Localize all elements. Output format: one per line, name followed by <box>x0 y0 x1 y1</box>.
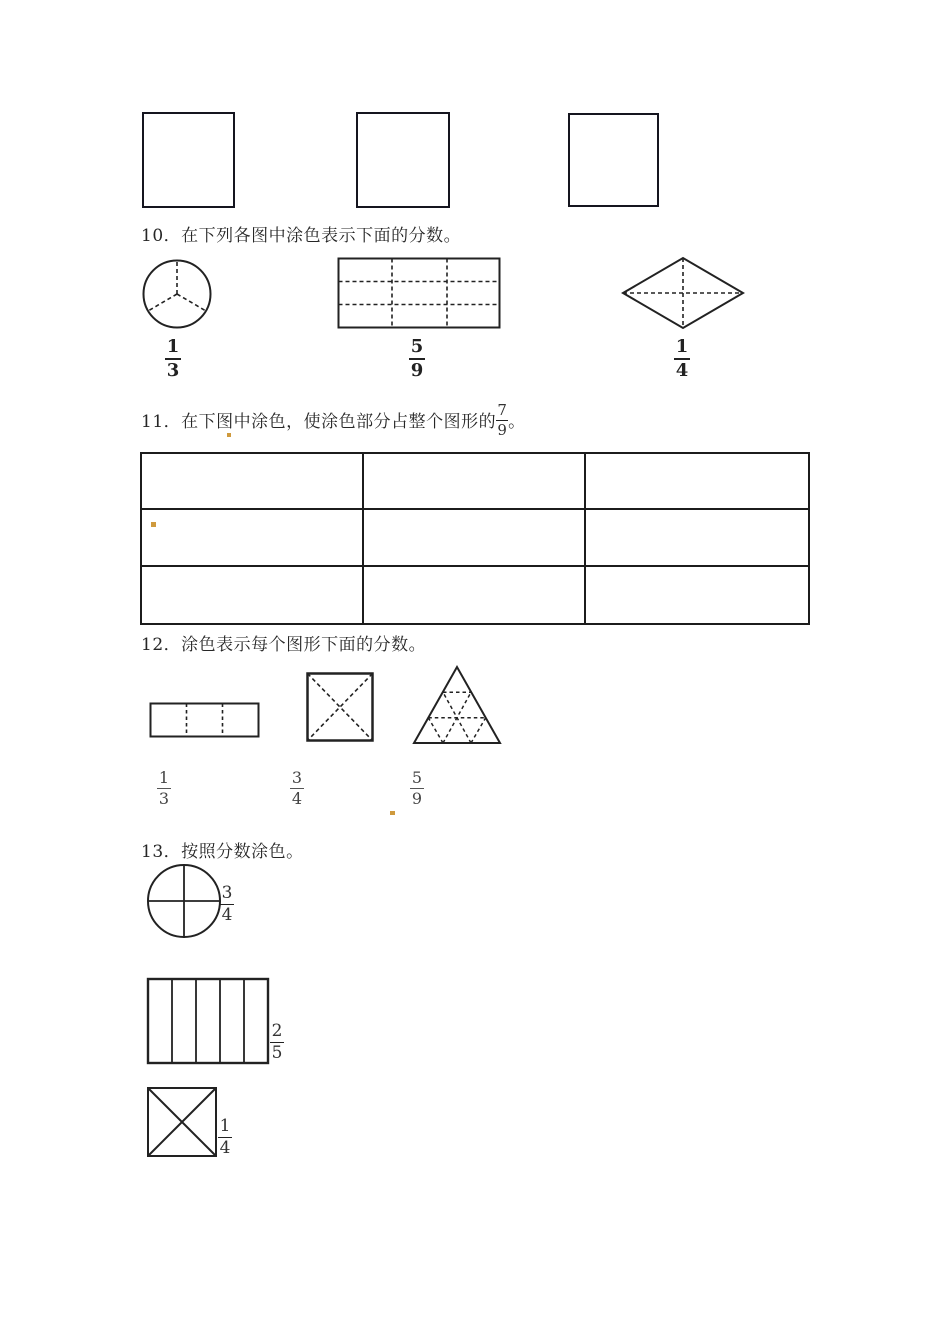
q13-rectangle-fifths-figure <box>146 977 270 1065</box>
fraction-numerator: 3 <box>291 768 303 787</box>
q13-text: 13．按照分数涂色。 <box>141 842 304 862</box>
fraction-denominator: 4 <box>675 360 689 381</box>
fraction-numerator: 1 <box>158 768 170 787</box>
q12-fraction-3-4 <box>290 768 304 809</box>
q10-fraction-5-9 <box>409 336 425 382</box>
q13-circle-quarters-figure <box>145 862 223 940</box>
q11-text-row <box>141 387 526 440</box>
fraction-numerator: 5 <box>410 336 424 357</box>
fraction-denominator: 4 <box>219 1138 231 1158</box>
answer-box-2 <box>356 112 450 208</box>
fraction-numerator: 1 <box>166 336 180 357</box>
q11-table-cell <box>364 510 586 566</box>
answer-box-3 <box>568 113 659 207</box>
q11-fraction-7-9 <box>496 401 508 440</box>
q11-table-cell <box>142 510 364 566</box>
q11-table-cell <box>364 567 586 623</box>
scan-speck <box>227 433 231 437</box>
q10-circle-thirds-figure <box>141 258 213 330</box>
q12-fraction-5-9 <box>410 768 424 809</box>
q10-rectangle-ninths-figure <box>337 257 501 329</box>
answer-box-1 <box>142 112 235 208</box>
fraction-denominator: 5 <box>271 1043 283 1063</box>
fraction-denominator: 3 <box>158 789 170 808</box>
fraction-denominator: 9 <box>411 789 423 808</box>
q12-text: 12．涂色表示每个图形下面的分数。 <box>141 635 427 655</box>
q11-table-cell <box>586 454 808 510</box>
fraction-denominator: 3 <box>166 360 180 381</box>
q11-table-cell <box>364 454 586 510</box>
fraction-denominator: 4 <box>221 905 233 925</box>
fraction-numerator: 1 <box>675 336 689 357</box>
q12-rectangle-thirds-figure <box>149 701 261 739</box>
fraction-numerator: 5 <box>411 768 423 787</box>
q13-fraction-1-4 <box>218 1116 232 1159</box>
q12-fraction-1-3 <box>157 768 171 809</box>
fraction-numerator: 2 <box>271 1021 283 1041</box>
fraction-denominator: 9 <box>410 360 424 381</box>
fraction-numerator: 3 <box>221 883 233 903</box>
fraction-denominator: 4 <box>291 789 303 808</box>
q10-fraction-1-4 <box>674 336 690 382</box>
q10-fraction-1-3 <box>165 336 181 382</box>
fraction-numerator: 1 <box>219 1116 231 1136</box>
q11-text-before: 11．在下图中涂色，使涂色部分占整个图形的 <box>141 412 497 432</box>
q12-triangle-ninths-figure <box>410 663 504 747</box>
q13-fraction-2-5 <box>270 1021 284 1064</box>
fraction-numerator: 7 <box>497 401 507 419</box>
q11-table-cell <box>586 510 808 566</box>
scan-speck <box>390 811 395 815</box>
q11-text-after: 。 <box>508 412 526 432</box>
q11-table-cell <box>142 454 364 510</box>
q11-table-cell <box>142 567 364 623</box>
q10-text: 10．在下列各图中涂色表示下面的分数。 <box>141 226 462 246</box>
q11-grid-table <box>140 452 810 625</box>
q10-diamond-quarters-figure <box>620 255 746 331</box>
q13-fraction-3-4 <box>220 883 234 926</box>
fraction-denominator: 9 <box>497 421 507 439</box>
q13-square-diagonals-figure <box>146 1086 218 1158</box>
q11-table-cell <box>586 567 808 623</box>
scan-speck <box>151 522 156 527</box>
q12-square-diagonals-figure <box>305 671 375 743</box>
